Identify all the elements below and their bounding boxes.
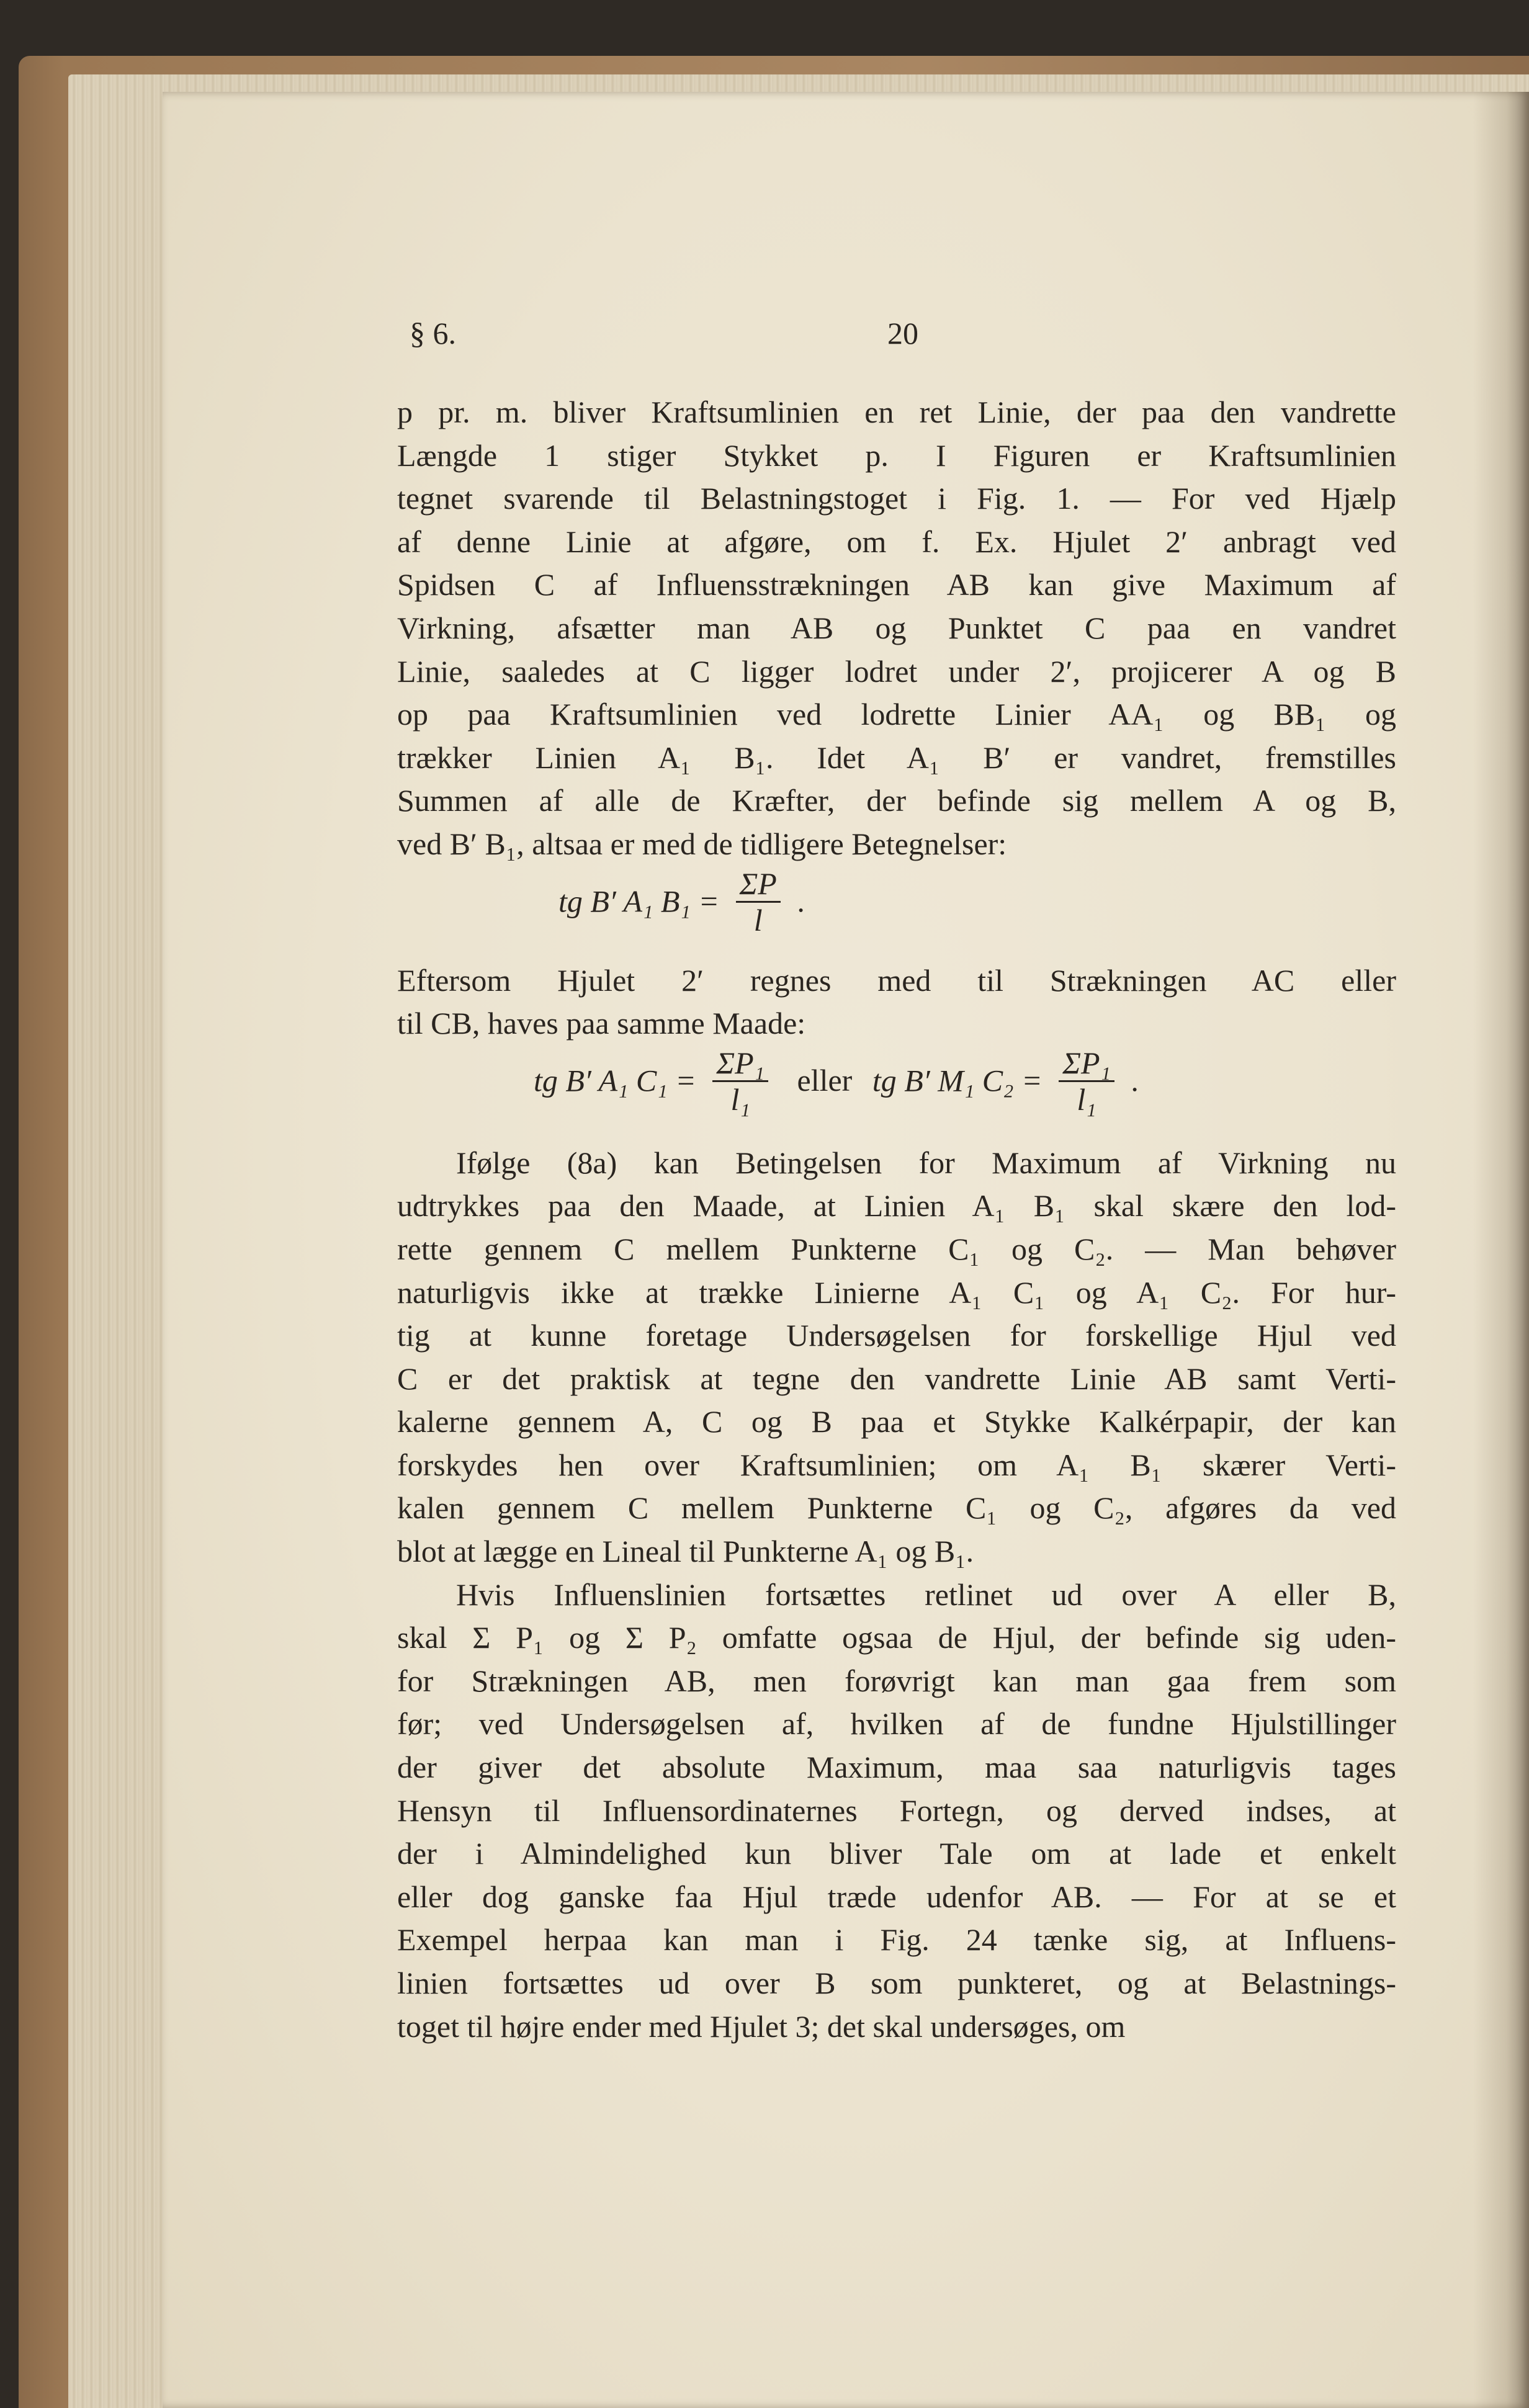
formula-1-lhs: tg B′ A₁ B₁ = [558, 884, 720, 919]
paragraph-3 [397, 1142, 1396, 1573]
formula-2-end: . [1131, 1063, 1139, 1098]
text-line: Exempel herpaa kan man i Fig. 24 tænke sig, at Influens- [397, 1922, 1396, 1958]
text-line: der giver det absolute Maximum, maa saa naturligvis tages [397, 1750, 1396, 1785]
text-line: kalerne gennem A, C og B paa et Stykke Kalkérpapir, der kan [397, 1404, 1396, 1439]
text-line: blot at lægge en Lineal til Punkterne A₁ og B₁. [397, 1534, 974, 1569]
text-line: trækker Linien A₁ B₁. Idet A₁ B′ er vandret, fremstilles [397, 740, 1396, 775]
text-line: linien fortsættes ud over B som punkteret, og at Belastnings- [397, 1966, 1396, 2000]
paragraph-1 [397, 391, 1396, 866]
page-number: 20 [887, 316, 918, 351]
text-line: eller dog ganske faa Hjul træde udenfor AB. — For at se et [397, 1879, 1396, 1914]
formula-1-end: . [797, 884, 805, 919]
formula-2-lhs-a: tg B′ A₁ C₁ = [534, 1063, 696, 1098]
paragraph-4 [397, 1573, 1396, 2049]
text-line: skal Σ P₁ og Σ P₂ omfatte ogsaa de Hjul, der befinde sig uden- [397, 1620, 1396, 1655]
formula-2-fraction-a [712, 1045, 768, 1117]
formula-1-denominator: l [753, 902, 763, 938]
page-gutter-shadow [1473, 92, 1529, 2408]
text-line: rette gennem C mellem Punkterne C₁ og C₂. — Man behøver [397, 1231, 1396, 1266]
paragraph-2 [397, 959, 1396, 1045]
text-line: Spidsen C af Influensstrækningen AB kan give Maximum af [397, 567, 1396, 602]
text-line: Hvis Influenslinien fortsættes retlinet ud over A eller B, [456, 1577, 1396, 1612]
formula-1-fraction [736, 866, 781, 938]
text-line: udtrykkes paa den Maade, at Linien A₁ B₁ skal skære den lod- [397, 1188, 1396, 1224]
formula-2-connector: eller [797, 1063, 853, 1098]
text-line: Virkning, afsætter man AB og Punktet C paa en vandret [397, 610, 1396, 645]
text-line: Eftersom Hjulet 2′ regnes med til Strækningen AC eller [397, 962, 1396, 998]
text-line: tig at kunne foretage Undersøgelsen for forskellige Hjul ved [397, 1318, 1396, 1353]
text-line: Summen af alle de Kræfter, der befinde sig mellem A og B, [397, 783, 1396, 818]
text-line: op paa Kraftsumlinien ved lodrette Linier AA₁ og BB₁ og [397, 697, 1396, 732]
section-mark: § 6. [410, 316, 456, 351]
text-line: p pr. m. bliver Kraftsumlinien en ret Linie, der paa den vandrette [397, 395, 1396, 429]
text-line: før; ved Undersøgelsen af, hvilken af de fundne Hjulstillinger [397, 1706, 1396, 1742]
text-line: til CB, haves paa samme Maade: [397, 1006, 806, 1041]
running-header [410, 315, 1042, 359]
text-line: ved B′ B₁, altsaa er med de tidligere Betegnelser: [397, 826, 1007, 861]
text-line: for Strækningen AB, men forøvrigt kan man gaa frem som [397, 1663, 1396, 1698]
text-line: Længde 1 stiger Stykket p. I Figuren er Kraftsumlinien [397, 437, 1396, 473]
text-line: der i Almindelighed kun bliver Tale om at lade et enkelt [397, 1836, 1396, 1871]
body-text [397, 391, 1396, 2048]
text-line: Linie, saaledes at C ligger lodret under 2′, projicerer A og B [397, 653, 1396, 689]
text-line: Hensyn til Influensordinaternes Fortegn, og derved indses, at [397, 1793, 1396, 1828]
text-line: forskydes hen over Kraftsumlinien; om A₁ B₁ skærer Verti- [397, 1447, 1396, 1482]
formula-2-numerator-a: ΣP₁ [712, 1045, 768, 1082]
text-line: af denne Linie at afgøre, om f. Ex. Hjulet 2′ anbragt ved [397, 524, 1396, 559]
formula-2-numerator-b: ΣP₁ [1059, 1045, 1114, 1082]
text-line: naturligvis ikke at trække Linierne A₁ C₁ og A₁ C₂. For hur- [397, 1274, 1396, 1310]
text-line: C er det praktisk at tegne den vandrette Linie AB samt Verti- [397, 1361, 1396, 1396]
text-line: tegnet svarende til Belastningstoget i Fig. 1. — For ved Hjælp [397, 481, 1396, 516]
formula-2-lhs-b: tg B′ M₁ C₂ = [872, 1063, 1042, 1098]
text-line: kalen gennem C mellem Punkterne C₁ og C₂, afgøres da ved [397, 1490, 1396, 1526]
formula-2 [397, 1045, 1396, 1142]
formula-2-denominator-a: l₁ [730, 1081, 750, 1117]
formula-1-numerator: ΣP [736, 866, 781, 903]
formula-2-fraction-b [1059, 1045, 1114, 1117]
formula-2-denominator-b: l₁ [1077, 1081, 1096, 1117]
text-line: toget til højre ender med Hjulet 3; det skal undersøges, om [397, 2008, 1126, 2044]
text-line: Ifølge (8a) kan Betingelsen for Maximum af Virkning nu [456, 1145, 1396, 1180]
formula-1 [397, 866, 1396, 959]
